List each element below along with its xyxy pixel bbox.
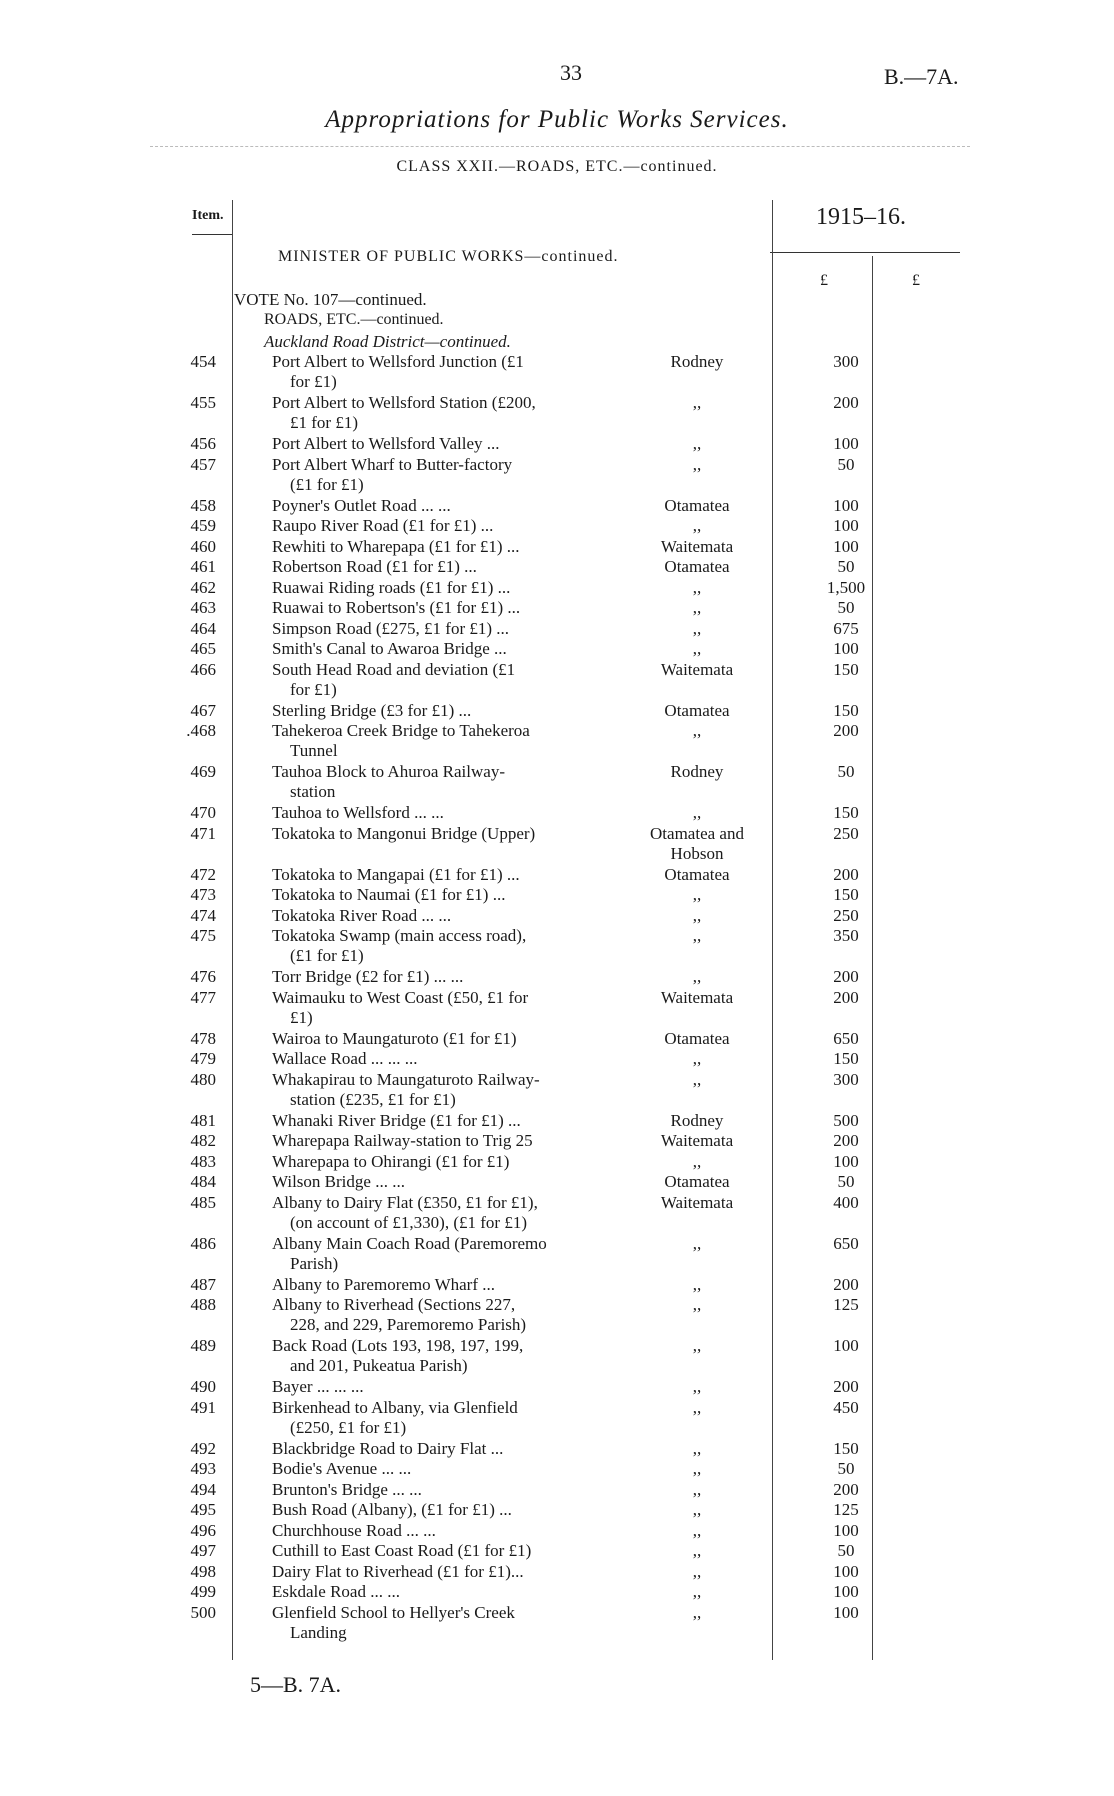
description-continuation: (£250, £1 for £1) (290, 1417, 407, 1437)
item-description (272, 824, 622, 844)
electoral-district: ,, (692, 1274, 702, 1294)
page-title: Appropriations for Public Works Services. (325, 106, 789, 133)
description-text: Albany to Dairy Flat (£350, £1 for £1), (272, 1192, 538, 1212)
description-text: Dairy Flat to Riverhead (£1 for £1)... (272, 1561, 524, 1581)
electoral-district: Waitemata (660, 659, 734, 679)
description-text: Robertson Road (£1 for £1) ... (272, 557, 477, 576)
description-text: Whanaki River Bridge (£1 for £1) ... (272, 1110, 521, 1130)
item-number: 461 (190, 557, 216, 576)
amount-value: 100 (833, 1336, 859, 1355)
amount-value: 200 (833, 987, 859, 1007)
amount-value: 200 (833, 1479, 859, 1499)
item-number: 480 (190, 1069, 216, 1089)
description-continuation: for £1) (290, 679, 337, 699)
amount-value: 650 (833, 1028, 859, 1048)
item-number: 466 (190, 659, 216, 679)
item-description (272, 1029, 622, 1049)
amount-value: 50 (837, 598, 855, 617)
item-description (272, 1459, 622, 1479)
item-number: 482 (190, 1131, 216, 1150)
electoral-district: Otamatea (664, 557, 730, 576)
item-description (272, 1603, 622, 1643)
amount-value: 100 (833, 1582, 859, 1601)
item-description (272, 1172, 622, 1192)
amount-value: 50 (837, 1172, 855, 1191)
item-description (272, 1193, 622, 1233)
item-number: 477 (190, 987, 216, 1007)
electoral-district: Otamatea (664, 700, 730, 720)
electoral-district: ,, (692, 967, 702, 986)
item-number: 455 (190, 393, 216, 412)
item-description (272, 926, 622, 966)
amount-value: 125 (833, 1295, 859, 1314)
electoral-district: ,, (692, 393, 702, 412)
electoral-district: Waitemata (660, 1192, 734, 1212)
electoral-district: Waitemata (660, 987, 734, 1007)
item-number: 460 (190, 536, 216, 556)
electoral-district: ,, (692, 803, 702, 822)
electoral-district: Rodney (670, 762, 724, 781)
amount-value: 50 (837, 454, 855, 474)
description-continuation: station (290, 782, 336, 801)
amount-value: 250 (833, 823, 859, 843)
item-number: 499 (190, 1582, 216, 1601)
description-continuation: and 201, Pukeatua Parish) (290, 1356, 468, 1375)
year-column-header: 1915–16. (816, 204, 906, 230)
electoral-district: ,, (692, 1479, 702, 1499)
item-description (272, 496, 622, 516)
electoral-district: ,, (692, 1233, 702, 1253)
item-number: 481 (190, 1110, 216, 1130)
electoral-district: ,, (692, 598, 702, 617)
district-heading: Auckland Road District—continued. (264, 332, 511, 351)
description-text: Churchhouse Road ... ... (272, 1520, 436, 1540)
description-text: Wairoa to Maungaturoto (£1 for £1) (272, 1028, 517, 1048)
description-text: Cuthill to East Coast Road (£1 for £1) (272, 1541, 532, 1560)
electoral-district: ,, (692, 885, 702, 904)
description-text: Blackbridge Road to Dairy Flat ... (272, 1438, 504, 1458)
item-number: 496 (190, 1520, 216, 1540)
item-description (272, 598, 622, 618)
amount-value: 675 (833, 618, 859, 638)
description-text: Port Albert Wharf to Butter-factory (272, 454, 513, 474)
amount-value: 300 (833, 1069, 859, 1089)
description-text: Albany to Riverhead (Sections 227, (272, 1295, 516, 1314)
item-number: 489 (190, 1336, 216, 1355)
electoral-district: Rodney (670, 1110, 724, 1130)
electoral-district: ,, (692, 639, 702, 658)
item-description (272, 1500, 622, 1520)
item-description (272, 619, 622, 639)
item-number: 475 (190, 926, 216, 945)
description-text: Back Road (Lots 193, 198, 197, 199, (272, 1336, 524, 1355)
item-description (272, 455, 622, 495)
amount-value: 50 (837, 557, 855, 576)
description-text: Torr Bridge (£2 for £1) ... ... (272, 967, 464, 986)
amount-value: 100 (833, 1602, 859, 1622)
document-reference: B.—7A. (884, 64, 959, 89)
item-number: 484 (190, 1172, 216, 1191)
description-text: Tauhoa Block to Ahuroa Railway- (272, 762, 505, 781)
item-number: 458 (190, 495, 216, 515)
item-number: 476 (190, 967, 216, 986)
electoral-district: Otamatea (664, 864, 730, 884)
item-description (272, 988, 622, 1028)
description-text: Bodie's Avenue ... ... (272, 1459, 412, 1478)
district-column-rule (772, 200, 773, 1660)
roads-heading: ROADS, ETC.—continued. (264, 311, 444, 328)
amount-value: 100 (833, 495, 859, 515)
description-text: Whakapirau to Maungaturoto Railway- (272, 1069, 540, 1089)
item-description (272, 557, 622, 577)
amount-value: 150 (833, 1049, 859, 1068)
electoral-district: Otamatea (664, 1028, 730, 1048)
description-text: South Head Road and deviation (£1 (272, 659, 516, 679)
amount-value: 100 (833, 1520, 859, 1540)
item-description (272, 1295, 622, 1335)
amount-value: 200 (833, 721, 859, 740)
item-description (272, 393, 622, 433)
item-number: .468 (186, 721, 216, 740)
item-number: 464 (190, 618, 216, 638)
amount-value: 100 (833, 1151, 859, 1171)
amount-value: 400 (833, 1192, 859, 1212)
item-number: 463 (190, 598, 216, 617)
electoral-district: ,, (692, 1500, 702, 1519)
item-description (272, 1439, 622, 1459)
description-continuation: 228, and 229, Paremoremo Parish) (290, 1315, 527, 1334)
electoral-district: ,, (692, 618, 702, 638)
item-description (272, 1234, 622, 1274)
description-continuation: (£1 for £1) (290, 946, 364, 965)
vote-heading: VOTE No. 107—continued. (234, 290, 427, 309)
amount-value: 50 (837, 1541, 855, 1560)
amount-value: 50 (837, 762, 855, 781)
electoral-district: ,, (692, 926, 702, 945)
amount-value: 200 (833, 864, 859, 884)
amount-value: 200 (833, 1274, 859, 1294)
year-header-rule (770, 252, 960, 253)
description-text: Glenfield School to Hellyer's Creek (272, 1602, 515, 1622)
electoral-district: ,, (692, 1295, 702, 1314)
item-description (272, 1049, 622, 1069)
description-text: Port Albert to Wellsford Station (£200, (272, 393, 536, 412)
amount-value: 150 (833, 659, 859, 679)
description-continuation: Tunnel (290, 741, 338, 760)
description-text: Birkenhead to Albany, via Glenfield (272, 1397, 518, 1417)
amount-value: 150 (833, 700, 859, 720)
electoral-district: ,, (692, 1069, 702, 1089)
description-text: Ruawai Riding roads (£1 for £1) ... (272, 577, 511, 597)
amount-value: 250 (833, 905, 859, 925)
description-text: Wilson Bridge ... ... (272, 1172, 405, 1191)
amount-value: 350 (833, 926, 859, 945)
electoral-district: Otamatea (664, 495, 730, 515)
item-number: 465 (190, 639, 216, 658)
amount-value: 200 (833, 1131, 859, 1150)
item-description (272, 967, 622, 987)
description-text: Ruawai to Robertson's (£1 for £1) ... (272, 598, 521, 617)
item-description (272, 885, 622, 905)
item-number: 498 (190, 1561, 216, 1581)
description-continuation: (on account of £1,330), (£1 for £1) (290, 1212, 527, 1232)
item-description (272, 578, 622, 598)
description-text: Eskdale Road ... ... (272, 1582, 400, 1601)
description-text: Tokatoka River Road ... ... (272, 905, 452, 925)
electoral-district: Otamatea (664, 1172, 730, 1191)
item-description (272, 762, 622, 802)
amount-value: 650 (833, 1233, 859, 1253)
electoral-district: ,, (692, 1541, 702, 1560)
item-number: 471 (190, 823, 216, 843)
electoral-district: ,, (692, 1438, 702, 1458)
amount-value: 200 (833, 393, 859, 412)
electoral-district: ,, (692, 1336, 702, 1355)
item-column-rule (232, 200, 233, 1660)
item-description (272, 1541, 622, 1561)
item-description (272, 1562, 622, 1582)
item-number: 493 (190, 1459, 216, 1478)
amount-value: 150 (833, 1438, 859, 1458)
title-divider (150, 146, 970, 147)
description-text: Tokatoka to Mangapai (£1 for £1) ... (272, 864, 520, 884)
amount-value: 300 (833, 352, 859, 371)
description-text: Brunton's Bridge ... ... (272, 1479, 422, 1499)
item-number: 462 (190, 577, 216, 597)
amount-value: 150 (833, 803, 859, 822)
amount-value: 500 (833, 1110, 859, 1130)
description-continuation: £1 for £1) (290, 413, 358, 432)
description-text: Albany Main Coach Road (Paremoremo (272, 1233, 547, 1253)
item-number: 479 (190, 1049, 216, 1068)
electoral-district: ,, (692, 1459, 702, 1478)
description-text: Tokatoka Swamp (main access road), (272, 926, 527, 945)
amount-value: 450 (833, 1397, 859, 1417)
description-text: Poyner's Outlet Road ... ... (272, 495, 451, 515)
electoral-district: Waitemata (660, 1131, 734, 1150)
item-description (272, 1377, 622, 1397)
amount-value: 150 (833, 885, 859, 904)
item-description (272, 660, 622, 700)
electoral-district: Waitemata (660, 536, 734, 556)
item-number: 494 (190, 1479, 216, 1499)
electoral-district: ,, (692, 1561, 702, 1581)
item-description (272, 1398, 622, 1438)
description-continuation: Parish) (290, 1253, 339, 1273)
amount-value: 1,500 (826, 577, 866, 597)
amount-value: 100 (833, 434, 859, 453)
amount-value: 50 (837, 1459, 855, 1478)
item-number: 487 (190, 1274, 216, 1294)
description-text: Wallace Road ... ... ... (272, 1049, 418, 1068)
item-number: 456 (190, 434, 216, 453)
description-text: Tokatoka to Naumai (£1 for £1) ... (272, 885, 506, 904)
amount-value: 200 (833, 967, 859, 986)
item-description (272, 1152, 622, 1172)
description-text: Albany to Paremoremo Wharf ... (272, 1274, 495, 1294)
description-text: Simpson Road (£275, £1 for £1) ... (272, 618, 510, 638)
currency-symbol-2: £ (912, 272, 920, 289)
item-description (272, 639, 622, 659)
electoral-district: ,, (692, 1520, 702, 1540)
description-text: Rewhiti to Wharepapa (£1 for £1) ... (272, 536, 520, 556)
item-description (272, 434, 622, 454)
electoral-district: ,, (692, 1602, 702, 1622)
amount-value: 200 (833, 1377, 859, 1396)
item-number: 474 (190, 905, 216, 925)
amount-value: 100 (833, 536, 859, 556)
item-number: 500 (190, 1602, 216, 1622)
electoral-district: ,, (692, 434, 702, 453)
electoral-district: ,, (692, 1377, 702, 1396)
electoral-district: ,, (692, 1582, 702, 1601)
electoral-district: ,, (692, 1397, 702, 1417)
item-number: 491 (190, 1397, 216, 1417)
item-description (272, 1131, 622, 1151)
description-text: Waimauku to West Coast (£50, £1 for (272, 987, 529, 1007)
item-description (272, 721, 622, 761)
item-number: 486 (190, 1233, 216, 1253)
item-number: 488 (190, 1295, 216, 1314)
item-number: 454 (190, 352, 216, 371)
item-description (272, 1480, 622, 1500)
description-text: Tahekeroa Creek Bridge to Tahekeroa (272, 721, 530, 740)
item-number: 470 (190, 803, 216, 822)
description-text: Bush Road (Albany), (£1 for £1) ... (272, 1500, 512, 1519)
item-number: 490 (190, 1377, 216, 1396)
item-description (272, 1275, 622, 1295)
page-footer: 5—B. 7A. (250, 1672, 342, 1697)
item-header-rule (192, 234, 232, 235)
description-text: Sterling Bridge (£3 for £1) ... (272, 700, 472, 720)
item-description (272, 865, 622, 885)
electoral-district: ,, (692, 454, 702, 474)
item-number: 467 (190, 700, 216, 720)
electoral-district: Rodney (670, 352, 724, 371)
description-text: Port Albert to Wellsford Junction (£1 (272, 352, 524, 371)
description-text: Port Albert to Wellsford Valley ... (272, 434, 500, 453)
item-description (272, 352, 622, 392)
item-description (272, 1582, 622, 1602)
item-number: 495 (190, 1500, 216, 1519)
item-description (272, 516, 622, 536)
description-text: Tokatoka to Mangonui Bridge (Upper) (272, 823, 536, 843)
item-description (272, 1111, 622, 1131)
electoral-district: ,, (692, 905, 702, 925)
description-text: Bayer ... ... ... (272, 1377, 364, 1396)
description-text: Wharepapa to Ohirangi (£1 for £1) (272, 1151, 510, 1171)
item-description (272, 1336, 622, 1376)
item-description (272, 537, 622, 557)
description-text: Tauhoa to Wellsford ... ... (272, 803, 444, 822)
description-continuation: Landing (290, 1622, 347, 1642)
item-number: 469 (190, 762, 216, 781)
electoral-district: ,, (692, 577, 702, 597)
item-column-header: Item. (192, 208, 224, 223)
description-continuation: station (£235, £1 for £1) (290, 1089, 456, 1109)
item-number: 485 (190, 1192, 216, 1212)
class-heading: CLASS XXII.—ROADS, ETC.—continued. (396, 158, 718, 175)
item-description (272, 803, 622, 823)
description-text: Raupo River Road (£1 for £1) ... (272, 516, 494, 535)
electoral-district: ,, (692, 1151, 702, 1171)
amount-value: 100 (833, 516, 859, 535)
item-number: 483 (190, 1151, 216, 1171)
description-continuation: £1) (290, 1007, 313, 1027)
electoral-district: ,, (692, 516, 702, 535)
item-number: 473 (190, 885, 216, 904)
item-number: 478 (190, 1028, 216, 1048)
item-number: 497 (190, 1541, 216, 1560)
item-number: 457 (190, 454, 216, 474)
page-number: 33 (560, 60, 582, 85)
item-number: 472 (190, 864, 216, 884)
description-text: Wharepapa Railway-station to Trig 25 (272, 1131, 533, 1150)
description-text: Smith's Canal to Awaroa Bridge ... (272, 639, 507, 658)
amount-value: 125 (833, 1500, 859, 1519)
item-number: 459 (190, 516, 216, 535)
item-number: 492 (190, 1438, 216, 1458)
item-description (272, 1521, 622, 1541)
item-description (272, 701, 622, 721)
electoral-district: Otamatea and Hobson (650, 823, 744, 863)
description-continuation: (£1 for £1) (290, 474, 364, 494)
item-description (272, 1070, 622, 1110)
electoral-district: ,, (692, 1049, 702, 1068)
electoral-district: ,, (692, 721, 702, 740)
description-continuation: for £1) (290, 372, 337, 391)
minister-heading: MINISTER OF PUBLIC WORKS—continued. (278, 248, 619, 265)
item-description (272, 906, 622, 926)
currency-symbol-1: £ (820, 272, 828, 289)
amount-value: 100 (833, 639, 859, 658)
amount-value: 100 (833, 1561, 859, 1581)
